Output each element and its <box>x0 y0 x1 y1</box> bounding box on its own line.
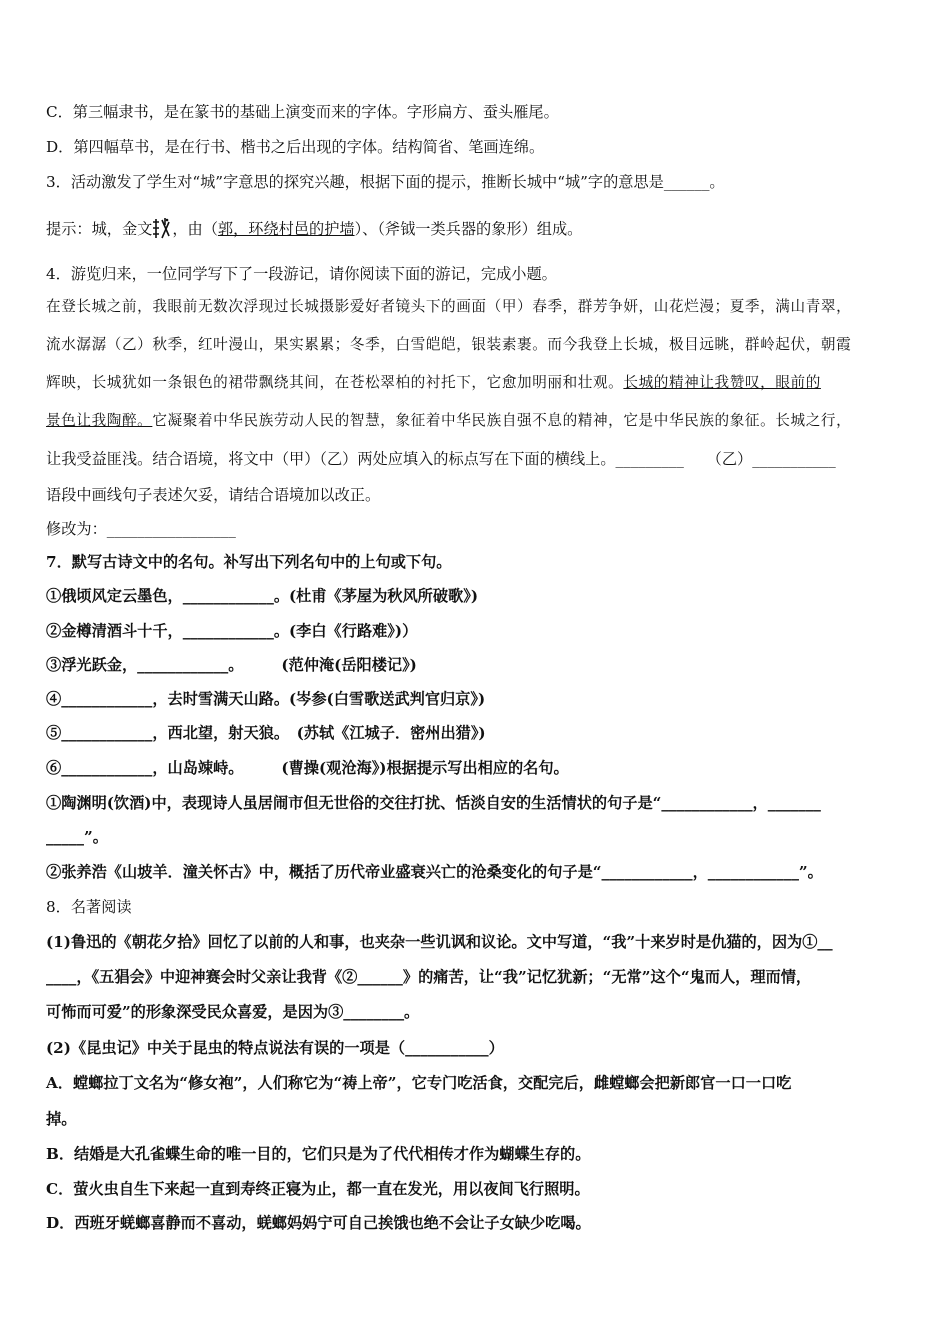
question-7-title: 7．默写古诗文中的名句。补写出下列名句中的上句或下句。 <box>46 553 452 571</box>
question-8-title: 8．名著阅读 <box>46 898 132 916</box>
revise-label: 修改为：_________________ <box>46 520 236 538</box>
hint-prefix: 提示：城，金文 <box>46 220 153 238</box>
option-d: D．第四幅草书，是在行书、楷书之后出现的字体。结构简省、笔画连绵。 <box>46 138 545 156</box>
choice-c: C．萤火虫自生下来起一直到寿终正寝为止，都一直在发光，用以夜间飞行照明。 <box>46 1180 590 1198</box>
travel-line-2: 流水潺潺（乙）秋季，红叶漫山，果实累累；冬季，白雪皑皑，银装素裹。而今我登上长城，极目远眺，群岭起伏，朝霞 <box>46 336 852 353</box>
hint-suffix: ）、（斧钺一类兵器的象形）组成。 <box>354 220 583 238</box>
travel-line-4-text: 它凝聚着中华民族劳动人民的智慧，象征着中华民族自强不息的精神，它是中华民族的象征。长城之行， <box>152 412 852 429</box>
revise-prompt: 语段中画线句子表述欠妥，请结合语境加以改正。 <box>46 486 381 504</box>
choice-a-line-1: A．螳螂拉丁文名为“修女袍”，人们称它为“祷上帝”，它专门吃活食，交配完后，雌螳螂会把新郎官一口一口吃 <box>46 1074 792 1092</box>
choice-b: B．结婚是大孔雀蝶生命的唯一目的，它们只是为了代代相传才作为蝴蝶生存的。 <box>46 1145 591 1163</box>
hint-underlined: 郭，环绕村邑的护墙 <box>217 220 355 238</box>
situational-2: ②张养浩《山坡羊．潼关怀古》中，概括了历代帝业盛衰兴亡的沧桑变化的句子是“____________，____________”。 <box>46 863 823 881</box>
classics-1-line-3: 可怖而可爱”的形象深受民众喜爱，是因为③________。 <box>46 1003 420 1021</box>
option-c: C．第三幅隶书，是在篆书的基础上演变而来的字体。字形扁方、蚕头雁尾。 <box>46 103 559 121</box>
travel-line-1: 在登长城之前，我眼前无数次浮现过长城摄影爱好者镜头下的画面（甲）春季，群芳争妍，山花烂漫；夏季，满山青翠， <box>46 298 852 315</box>
hint-mid: ，由（ <box>172 220 218 238</box>
question-3: 3．活动激发了学生对“城”字意思的探究兴趣，根据下面的提示，推断长城中“城”字的意思是______。 <box>46 173 725 191</box>
question-4: 4．游览归来，一位同学写下了一段游记，请你阅读下面的游记，完成小题。 <box>46 265 557 283</box>
poem-item-4: ④____________，去时雪满天山路。(岑参(白雪歌送武判官归京》) <box>46 690 486 708</box>
choice-a-line-2: 掉。 <box>46 1110 77 1128</box>
situational-1-line-2: _____”。 <box>46 828 108 846</box>
poem-item-6: ⑥____________，山岛竦峙。 (曹操(观沧海》)根据提示写出相应的名句。 <box>46 759 569 777</box>
travel-line-3-text: 辉映，长城犹如一条银色的裙带飘绕其间，在苍松翠柏的衬托下，它愈加明丽和壮观。 <box>46 374 624 391</box>
situational-1-line-1: ①陶渊明(饮酒)中，表现诗人虽居闹市但无世俗的交往打扰、恬淡自安的生活情状的句子是“____________，_______ <box>46 794 821 812</box>
classics-2-question: (2)《昆虫记》中关于昆虫的特点说法有误的一项是（___________） <box>46 1039 504 1057</box>
hint-line <box>46 216 582 242</box>
classics-1-line-2: ____，《五猖会》中迎神赛会时父亲让我背《②______》的痛苦，让“我”记忆犹新；“无常”这个“鬼而人，理而情， <box>46 968 812 986</box>
classics-1-line-1: (1)鲁迅的《朝花夕拾》回忆了以前的人和事，也夹杂一些讥讽和议论。文中写道，“我”十来岁时是仇猫的，因为①__ <box>46 933 833 951</box>
jinwen-cheng-character-icon <box>152 216 172 242</box>
poem-item-2: ②金樽清酒斗十千，____________。(李白《行路难》)） <box>46 622 418 640</box>
underlined-sentence-part1: 长城的精神让我赞叹，眼前的 <box>623 374 821 391</box>
poem-item-1: ①俄顷风定云墨色，____________。(杜甫《茅屋为秋风所破歌》) <box>46 587 479 605</box>
punctuation-answer-line: 让我受益匪浅。结合语境，将文中（甲）（乙）两处应填入的标点写在下面的横线上。_________ （乙）___________ <box>46 450 836 468</box>
poem-item-3: ③浮光跃金，____________。 (范仲淹(岳阳楼记》) <box>46 656 417 674</box>
choice-d: D．西班牙蜣螂喜静而不喜动，蜣螂妈妈宁可自己挨饿也绝不会让子女缺少吃喝。 <box>46 1214 591 1232</box>
travel-line-3 <box>46 373 821 393</box>
travel-line-4 <box>46 411 851 431</box>
poem-item-5: ⑤____________，西北望，射天狼。 (苏轼《江城子．密州出猎》) <box>46 724 486 742</box>
underlined-sentence-part2: 景色让我陶醉。 <box>46 412 153 429</box>
